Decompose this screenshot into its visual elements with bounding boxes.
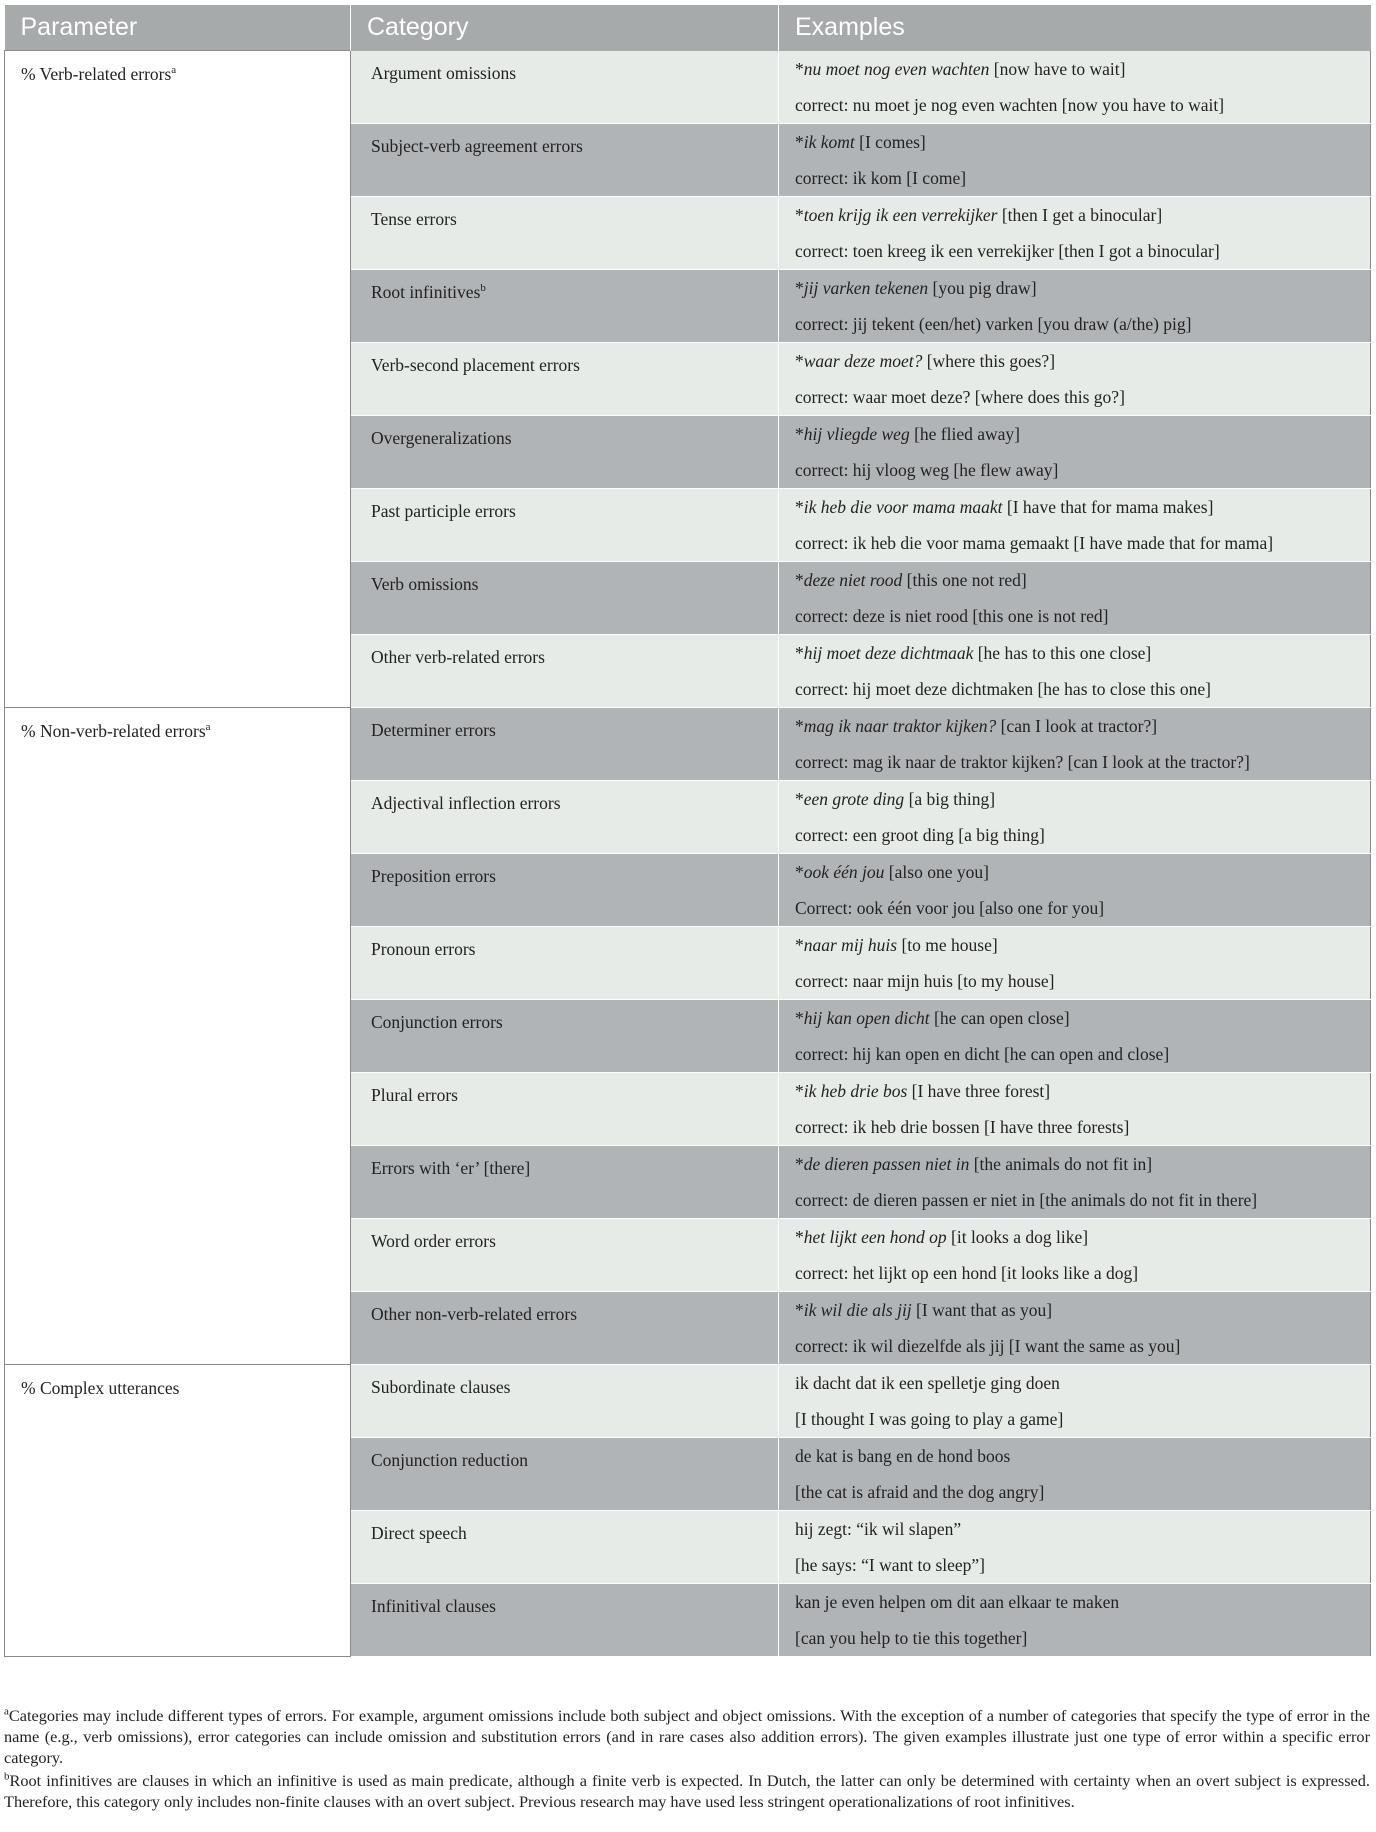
example-correction: correct: hij kan open en dicht [he can open and close] xyxy=(795,1043,1170,1064)
example-correction: [he says: “I want to sleep”] xyxy=(795,1554,985,1575)
example-dutch: nu moet nog even wachten xyxy=(803,58,990,79)
category-label: Plural errors xyxy=(371,1084,458,1105)
category-cell xyxy=(351,853,779,926)
category-cell xyxy=(351,1437,779,1510)
example-correction: correct: hij vloog weg [he flew away] xyxy=(795,459,1059,480)
examples-cell xyxy=(779,123,1371,196)
examples-cell xyxy=(779,415,1371,488)
footnote-text: Categories may include different types of errors. For example, argument omissions include both subject and object omissions. With the exception of a number of categories that specify the type of error in the name (e.g., verb omissions), error categories can include omission and substitution errors (and in rare cases also addition errors). The given examples illustrate just one type of error within a specific error category. xyxy=(4,1706,1370,1767)
category-cell xyxy=(351,634,779,707)
example-utterance xyxy=(795,1584,1370,1621)
example-correction: correct: mag ik naar de traktor kijken? [can I look at the tractor?] xyxy=(795,751,1250,772)
example-utterance xyxy=(795,51,1370,88)
examples-cell xyxy=(779,1364,1371,1437)
example-dutch: ik heb die voor mama maakt xyxy=(803,496,1003,517)
category-cell xyxy=(351,926,779,999)
example-gloss: [then I get a binocular] xyxy=(997,204,1163,225)
example-correction: correct: toen kreeg ik een verrekijker [then I got a binocular] xyxy=(795,240,1220,261)
category-label: Other verb-related errors xyxy=(371,646,545,667)
example-correction: correct: ik wil diezelfde als jij [I want the same as you] xyxy=(795,1335,1181,1356)
ungrammatical-mark: * xyxy=(795,131,804,152)
table-header xyxy=(5,5,1371,51)
example-dutch: hij vliegde weg xyxy=(803,423,910,444)
example-utterance xyxy=(795,197,1370,234)
example-gloss: hij zegt: “ik wil slapen” xyxy=(795,1518,962,1539)
example-gloss: [I want that as you] xyxy=(911,1299,1053,1320)
example-correction: Correct: ook één voor jou [also one for you] xyxy=(795,897,1105,918)
category-label: Errors with ‘er’ [there] xyxy=(371,1157,531,1178)
example-utterance xyxy=(795,708,1370,745)
ungrammatical-mark: * xyxy=(795,1299,804,1320)
example-utterance xyxy=(795,1000,1370,1037)
example-dutch: hij moet deze dichtmaak xyxy=(803,642,974,663)
ungrammatical-mark: * xyxy=(795,934,804,955)
example-gloss: [he flied away] xyxy=(909,423,1020,444)
ungrammatical-mark: * xyxy=(795,1153,804,1174)
ungrammatical-mark: * xyxy=(795,350,804,371)
category-label: Conjunction errors xyxy=(371,1011,503,1032)
header-parameter: Parameter xyxy=(5,5,351,51)
footnote-mark: a xyxy=(4,1705,9,1718)
table-row xyxy=(5,1364,1371,1437)
examples-cell xyxy=(779,1218,1371,1291)
table-footnotes xyxy=(4,1705,1370,1814)
category-cell xyxy=(351,1291,779,1364)
example-dutch: het lijkt een hond op xyxy=(803,1226,947,1247)
footnote-b xyxy=(4,1770,1370,1812)
example-utterance xyxy=(795,854,1370,891)
example-dutch: hij kan open dicht xyxy=(803,1007,930,1028)
category-cell xyxy=(351,1510,779,1583)
example-correction: correct: ik heb drie bossen [I have three forests] xyxy=(795,1116,1130,1137)
category-cell xyxy=(351,488,779,561)
example-correction: correct: nu moet je nog even wachten [now you have to wait] xyxy=(795,94,1225,115)
table-body xyxy=(5,51,1371,1657)
category-cell xyxy=(351,1364,779,1437)
ungrammatical-mark: * xyxy=(795,1007,804,1028)
parameter-label: % Verb-related errors xyxy=(21,64,172,84)
category-footnote-mark: b xyxy=(480,281,486,294)
footnote-a xyxy=(4,1705,1370,1768)
category-label: Subject-verb agreement errors xyxy=(371,135,583,156)
examples-cell xyxy=(779,780,1371,853)
example-correction: correct: naar mijn huis [to my house] xyxy=(795,970,1055,991)
examples-cell xyxy=(779,269,1371,342)
ungrammatical-mark: * xyxy=(795,861,804,882)
example-gloss: [he has to this one close] xyxy=(973,642,1152,663)
example-gloss: [also one you] xyxy=(884,861,989,882)
example-correction: correct: waar moet deze? [where does this go?] xyxy=(795,386,1125,407)
category-cell xyxy=(351,1583,779,1656)
ungrammatical-mark: * xyxy=(795,788,804,809)
example-utterance xyxy=(795,781,1370,818)
category-label: Past participle errors xyxy=(371,500,516,521)
header-category: Category xyxy=(351,5,779,51)
ungrammatical-mark: * xyxy=(795,496,804,517)
category-cell xyxy=(351,780,779,853)
parameter-footnote-mark: a xyxy=(205,720,211,733)
header-examples: Examples xyxy=(779,5,1371,51)
ungrammatical-mark: * xyxy=(795,715,804,736)
category-label: Overgeneralizations xyxy=(371,427,512,448)
ungrammatical-mark: * xyxy=(795,1080,804,1101)
category-label: Conjunction reduction xyxy=(371,1449,528,1470)
category-cell xyxy=(351,342,779,415)
examples-cell xyxy=(779,1072,1371,1145)
example-dutch: een grote ding xyxy=(803,788,905,809)
category-label: Adjectival inflection errors xyxy=(371,792,561,813)
example-dutch: jij varken tekenen xyxy=(803,277,929,298)
example-gloss: [you pig draw] xyxy=(928,277,1037,298)
example-gloss: ik dacht dat ik een spelletje ging doen xyxy=(795,1372,1060,1393)
category-label: Word order errors xyxy=(371,1230,496,1251)
example-utterance xyxy=(795,635,1370,672)
example-correction: correct: ik kom [I come] xyxy=(795,167,967,188)
parameter-label: % Non-verb-related errors xyxy=(21,720,206,741)
examples-cell xyxy=(779,1437,1371,1510)
category-cell xyxy=(351,51,779,124)
parameter-cell xyxy=(5,707,351,1364)
parameter-cell xyxy=(5,1364,351,1656)
category-cell xyxy=(351,561,779,634)
examples-cell xyxy=(779,488,1371,561)
examples-cell xyxy=(779,999,1371,1072)
example-utterance xyxy=(795,1292,1370,1329)
example-gloss: [this one not red] xyxy=(902,569,1027,590)
category-cell xyxy=(351,196,779,269)
category-label: Tense errors xyxy=(371,208,457,229)
ungrammatical-mark: * xyxy=(795,1226,804,1247)
example-utterance xyxy=(795,343,1370,380)
category-label: Determiner errors xyxy=(371,719,496,740)
category-cell xyxy=(351,123,779,196)
example-gloss: [can I look at tractor?] xyxy=(996,715,1158,736)
footnote-text: Root infinitives are clauses in which an infinitive is used as main predicate, although a finite verb is expected. In Dutch, the latter can only be determined with certainty when an overt subject is expressed. Therefore, this category only includes non-finite clauses with an overt subject. Previous research may have used less stringent operationalizations of root infinitives. xyxy=(4,1771,1370,1811)
category-label: Other non-verb-related errors xyxy=(371,1303,578,1324)
category-cell xyxy=(351,1072,779,1145)
example-dutch: de dieren passen niet in xyxy=(803,1153,970,1174)
category-cell xyxy=(351,999,779,1072)
example-correction: correct: hij moet deze dichtmaken [he has to close this one] xyxy=(795,678,1211,699)
category-cell xyxy=(351,1145,779,1218)
example-correction: correct: deze is niet rood [this one is not red] xyxy=(795,605,1109,626)
category-label: Infinitival clauses xyxy=(371,1595,496,1616)
example-utterance xyxy=(795,1146,1370,1183)
ungrammatical-mark: * xyxy=(795,58,804,79)
example-correction: correct: ik heb die voor mama gemaakt [I have made that for mama] xyxy=(795,532,1274,553)
examples-cell xyxy=(779,342,1371,415)
example-utterance xyxy=(795,927,1370,964)
examples-cell xyxy=(779,926,1371,999)
example-utterance xyxy=(795,1073,1370,1110)
example-correction: correct: het lijkt op een hond [it looks like a dog] xyxy=(795,1262,1139,1283)
example-dutch: mag ik naar traktor kijken? xyxy=(803,715,997,736)
example-utterance xyxy=(795,1511,1370,1548)
ungrammatical-mark: * xyxy=(795,204,804,225)
examples-cell xyxy=(779,1291,1371,1364)
example-gloss: [I have three forest] xyxy=(907,1080,1051,1101)
example-gloss: [I have that for mama makes] xyxy=(1002,496,1214,517)
category-label: Verb omissions xyxy=(371,573,479,594)
example-dutch: deze niet rood xyxy=(803,569,903,590)
examples-cell xyxy=(779,51,1371,124)
category-cell xyxy=(351,707,779,780)
table-row xyxy=(5,707,1371,780)
example-utterance xyxy=(795,489,1370,526)
example-correction: [I thought I was going to play a game] xyxy=(795,1408,1064,1429)
example-dutch: ik wil die als jij xyxy=(803,1299,912,1320)
example-dutch: naar mij huis xyxy=(803,934,898,955)
example-utterance xyxy=(795,1219,1370,1256)
examples-cell xyxy=(779,561,1371,634)
examples-cell xyxy=(779,853,1371,926)
example-correction: correct: jij tekent (een/het) varken [you draw (a/the) pig] xyxy=(795,313,1192,334)
example-gloss: [he can open close] xyxy=(929,1007,1070,1028)
parameter-cell xyxy=(5,51,351,708)
examples-cell xyxy=(779,1145,1371,1218)
example-gloss: [I comes] xyxy=(854,131,926,152)
examples-cell xyxy=(779,1510,1371,1583)
category-label: Direct speech xyxy=(371,1522,467,1543)
example-correction: correct: de dieren passen er niet in [the animals do not fit in there] xyxy=(795,1189,1258,1210)
category-label: Argument omissions xyxy=(371,62,517,83)
examples-cell xyxy=(779,634,1371,707)
category-cell xyxy=(351,1218,779,1291)
example-gloss: [it looks a dog like] xyxy=(946,1226,1089,1247)
ungrammatical-mark: * xyxy=(795,423,804,444)
example-gloss: de kat is bang en de hond boos xyxy=(795,1445,1011,1466)
table-row xyxy=(5,51,1371,124)
example-dutch: toen krijg ik een verrekijker xyxy=(803,204,998,225)
ungrammatical-mark: * xyxy=(795,642,804,663)
category-label: Verb-second placement errors xyxy=(371,354,580,375)
example-dutch: ik komt xyxy=(803,131,855,152)
examples-cell xyxy=(779,1583,1371,1656)
example-dutch: ook één jou xyxy=(803,861,885,882)
example-gloss: [now have to wait] xyxy=(989,58,1126,79)
example-utterance xyxy=(795,562,1370,599)
example-correction: correct: een groot ding [a big thing] xyxy=(795,824,1045,845)
examples-cell xyxy=(779,707,1371,780)
example-correction: [can you help to tie this together] xyxy=(795,1627,1028,1648)
example-gloss: kan je even helpen om dit aan elkaar te maken xyxy=(795,1591,1120,1612)
parameter-footnote-mark: a xyxy=(171,64,177,77)
category-label: Subordinate clauses xyxy=(371,1376,511,1397)
error-categories-table-container xyxy=(4,5,1370,1657)
example-utterance xyxy=(795,270,1370,307)
category-label: Root infinitives xyxy=(371,281,481,302)
category-cell xyxy=(351,269,779,342)
example-utterance xyxy=(795,1365,1370,1402)
example-dutch: waar deze moet? xyxy=(803,350,923,371)
example-correction: [the cat is afraid and the dog angry] xyxy=(795,1481,1045,1502)
parameter-label: % Complex utterances xyxy=(21,1377,180,1398)
error-categories-table xyxy=(4,5,1371,1657)
example-utterance xyxy=(795,124,1370,161)
category-label: Preposition errors xyxy=(371,865,496,886)
example-gloss: [a big thing] xyxy=(904,788,996,809)
examples-cell xyxy=(779,196,1371,269)
example-dutch: ik heb drie bos xyxy=(803,1080,908,1101)
category-cell xyxy=(351,415,779,488)
category-label: Pronoun errors xyxy=(371,938,476,959)
footnote-mark: b xyxy=(4,1770,10,1783)
example-gloss: [where this goes?] xyxy=(922,350,1056,371)
example-utterance xyxy=(795,1438,1370,1475)
example-gloss: [the animals do not fit in] xyxy=(969,1153,1153,1174)
example-gloss: [to me house] xyxy=(897,934,998,955)
example-utterance xyxy=(795,416,1370,453)
ungrammatical-mark: * xyxy=(795,277,804,298)
ungrammatical-mark: * xyxy=(795,569,804,590)
